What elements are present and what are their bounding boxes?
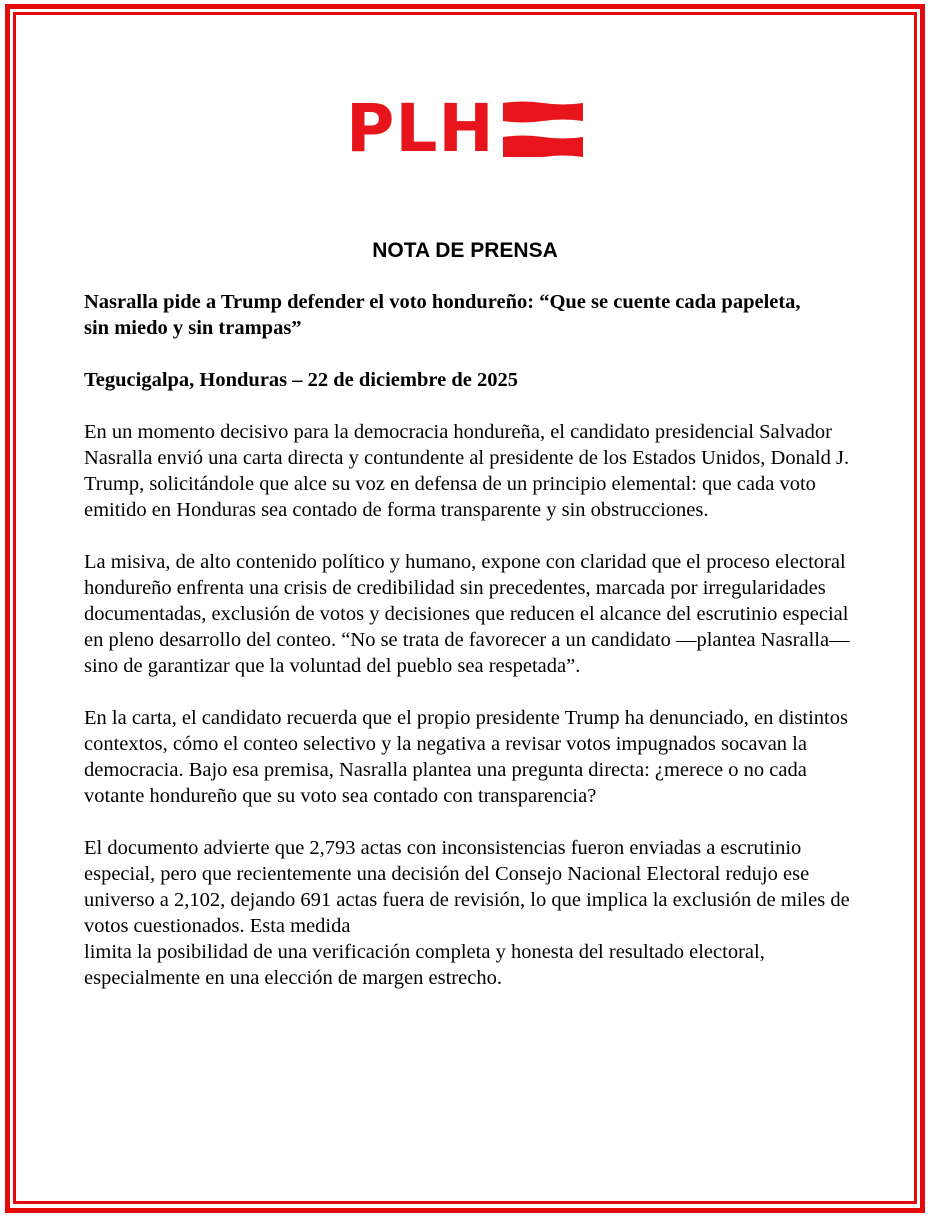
paragraph-final-part1: El documento advierte que 2,793 actas con inconsistencias fueron enviadas a escrutinio especial, pero que recientemente una decisión del Consejo Nacional Electoral redujo ese universo a 2,102, dejando 691 actas fuera de revisión, lo que implica la exclusión de miles de votos cuestionados. Esta medida bbox=[84, 837, 850, 937]
headline: Nasralla pide a Trump defender el voto hondureño: “Que se cuente cada papeleta, sin miedo y sin trampas” bbox=[84, 291, 801, 339]
paragraph: En la carta, el candidato recuerda que el propio presidente Trump ha denunciado, en distintos contextos, cómo el conteo selectivo y la negativa a revisar votos impugnados socavan la democracia. Bajo esa premisa, Nasralla plantea una pregunta directa: ¿merece o no cada votante hondureño que su voto sea contado con transparencia? bbox=[84, 707, 848, 807]
wave-flag-icon bbox=[503, 101, 583, 157]
plh-logo bbox=[346, 90, 586, 167]
logo-text: PLH bbox=[346, 90, 495, 167]
press-release-body bbox=[84, 289, 854, 1017]
paragraph-final bbox=[84, 835, 854, 991]
dateline: Tegucigalpa, Honduras – 22 de diciembre de 2025 bbox=[84, 369, 518, 391]
document-title: NOTA DE PRENSA bbox=[372, 239, 558, 262]
paragraph: La misiva, de alto contenido político y humano, expone con claridad que el proceso electoral hondureño enfrenta una crisis de credibilidad sin precedentes, marcada por irregularidades documentadas, exclusión de votos y decisiones que reducen el alcance del escrutinio especial en pleno desarrollo del conteo. “No se trata de favorecer a un candidato —plantea Nasralla— sino de garantizar que la voluntad del pueblo sea respetada”. bbox=[84, 551, 850, 677]
paragraph-final-part2: limita la posibilidad de una verificación completa y honesta del resultado electoral, especialmente en una elección de margen estrecho. bbox=[84, 941, 765, 989]
paragraph: En un momento decisivo para la democracia hondureña, el candidato presidencial Salvador Nasralla envió una carta directa y contundente al presidente de los Estados Unidos, Donald J. Trump, solicitándole que alce su voz en defensa de un principio elemental: que cada voto emitido en Honduras sea contado de forma transparente y sin obstrucciones. bbox=[84, 421, 850, 521]
